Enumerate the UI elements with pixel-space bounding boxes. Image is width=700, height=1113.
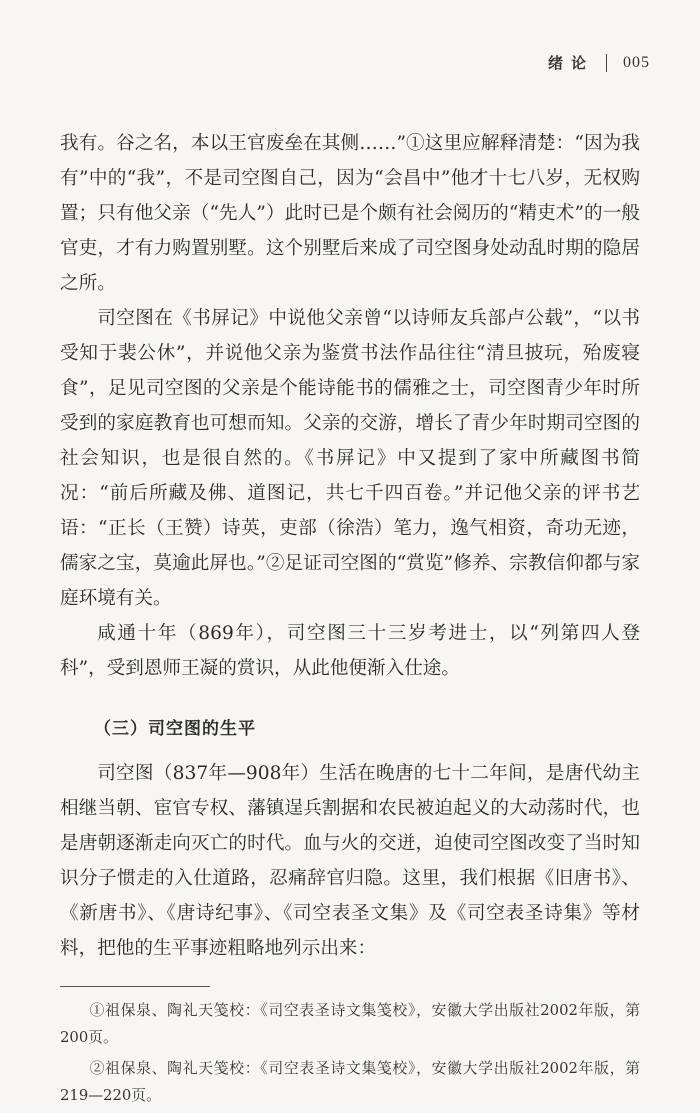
chapter-title: 绪论	[547, 54, 594, 72]
footnote: ②祖保泉、陶礼天笺校：《司空表圣诗文集笺校》，安徽大学出版社2002年版，第219—220页。	[60, 1060, 640, 1104]
running-header	[548, 52, 650, 73]
paragraph: 咸通十年（869年），司空图三十三岁考进士，以“列第四人登科”，受到恩师王凝的赏识，从此他便渐入仕途。	[60, 623, 640, 679]
footnote: ①祖保泉、陶礼天笺校：《司空表圣诗文集笺校》，安徽大学出版社2002年版，第200页。	[60, 1002, 640, 1046]
footnote-divider	[60, 986, 210, 987]
paragraph: 司空图（837年—908年）生活在晚唐的七十二年间，是唐代幼主相继当朝、宦官专权、藩镇逞兵割据和农民被迫起义的大动荡时代，也是唐朝逐渐走向灭亡的时代。血与火的交迸，迫使司空图改变了当时知识分子惯走的入仕道路，忍痛辞官归隐。这里，我们根据《旧唐书》、《新唐书》、《唐诗纪事》、《司空表圣文集》及《司空表圣诗集》等材料，把他的生平事迹粗略地列示出来：	[60, 763, 640, 959]
paragraph: 我有。谷之名，本以王官废垒在其侧……”①这里应解释清楚：“因为我有”中的“我”，不是司空图自己，因为“会昌中”他才十七八岁，无权购置；只有他父亲（“先人”）此时已是个颇有社会阅历的“精吏术”的一般官吏，才有力购置别墅。这个别墅后来成了司空图身处动乱时期的隐居之所。	[60, 133, 640, 294]
header-divider	[606, 54, 607, 72]
paragraph: 司空图在《书屏记》中说他父亲曾“以诗师友兵部卢公载”，“以书受知于裴公休”，并说他父亲为鉴赏书法作品往往“清旦披玩，殆废寝食”，足见司空图的父亲是个能诗能书的儒雅之士，司空图青少年时所受到的家庭教育也可想而知。父亲的交游，增长了青少年时期司空图的社会知识，也是很自然的。《书屏记》中又提到了家中所藏图书简况：“前后所藏及佛、道图记，共七千四百卷。”并记他父亲的评书艺语：“正长（王赞）诗英，吏部（徐浩）笔力，逸气相资，奇功无迹，儒家之宝，莫逾此屏也。”②足证司空图的“赏览”修养、宗教信仰都与家庭环境有关。	[60, 308, 640, 609]
body-text	[60, 126, 640, 1113]
section-heading: （三）司空图的生平	[94, 719, 256, 739]
footnotes	[60, 997, 640, 1109]
page-number: 005	[623, 53, 650, 71]
